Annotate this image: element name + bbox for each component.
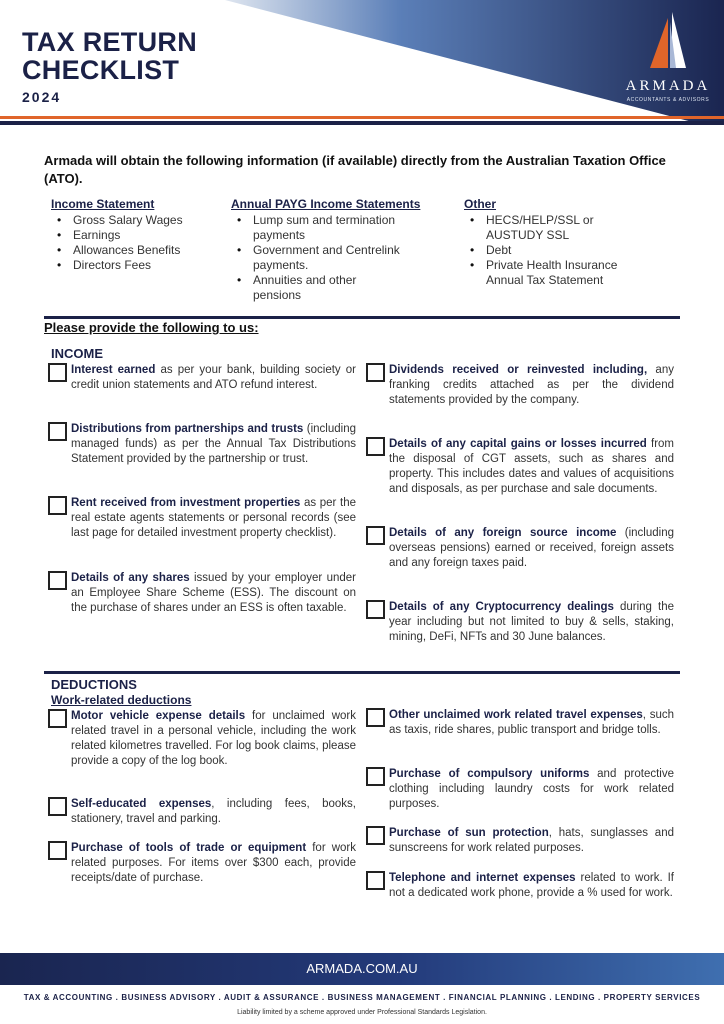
checkbox[interactable]: [366, 871, 385, 890]
page-title: [22, 28, 197, 84]
payg-column: [231, 197, 461, 303]
provide-heading: Please provide the following to us:: [44, 320, 259, 335]
liability-notice: Liability limited by a scheme approved under Professional Standards Legislation.: [237, 1009, 487, 1016]
armada-logo: [620, 12, 716, 102]
year-label: 2024: [22, 89, 62, 105]
ato-intro: Armada will obtain the following information (if available) directly from the Australian Taxation Office (ATO).: [44, 153, 666, 186]
checkbox[interactable]: [48, 422, 67, 441]
services-list: TAX & ACCOUNTING . BUSINESS ADVISORY . AUDIT & ASSURANCE . BUSINESS MANAGEMENT . FINANCIAL PLANNING . LENDING . PROPERTY SERVICES: [23, 993, 701, 1002]
divider: [44, 316, 680, 319]
checkbox[interactable]: [48, 841, 67, 860]
logo-tagline: ACCOUNTANTS & ADVISORS: [626, 97, 710, 103]
list-item: • HECS/HELP/SSL or AUSTUDY SSL: [464, 213, 624, 243]
checkbox[interactable]: [48, 363, 67, 382]
list-item: • Earnings: [51, 228, 231, 243]
item-text: Purchase of sun protection, hats, sunglasses and sunscreens for work related purposes.: [389, 827, 674, 854]
list-item: • Gross Salary Wages: [51, 213, 231, 228]
item-text: Details of any Cryptocurrency dealings during the year including but not limited to buy & sells, staking, mining, DeFi, NFTs and 30 June balances.: [389, 601, 674, 643]
title-line-2: CHECKLIST: [22, 55, 180, 85]
item-text: Interest earned as per your bank, building society or credit union statements and ATO refund interest.: [71, 364, 356, 391]
logo-name: ARMADA: [625, 78, 711, 94]
title-line-1: TAX RETURN: [22, 27, 197, 57]
list-item: • Government and Centrelink payments.: [231, 243, 436, 273]
checkbox[interactable]: [48, 797, 67, 816]
item-text: Purchase of tools of trade or equipment for work related purposes. For items over $300 each, provide receipts/date of purchase.: [71, 842, 357, 884]
checkbox[interactable]: [366, 708, 385, 727]
checkbox[interactable]: [48, 496, 67, 515]
list-item: • Private Health Insurance Annual Tax Statement: [464, 258, 644, 288]
checkbox[interactable]: [48, 571, 67, 590]
column-heading: Income Statement: [51, 197, 155, 211]
item-text: Motor vehicle expense details for unclaimed work related travel in a personal vehicle, including the work related kilometres travelled. For log book claims, please provide a copy of the log book.: [71, 710, 356, 767]
checkbox[interactable]: [366, 437, 385, 456]
checkbox[interactable]: [366, 826, 385, 845]
checkbox[interactable]: [366, 363, 385, 382]
checkbox[interactable]: [366, 600, 385, 619]
other-column: [464, 197, 664, 288]
page-header: [0, 0, 724, 135]
item-text: Details of any shares issued by your employer under an Employee Share Scheme (ESS). The discount on the purchase of shares under an ESS is often taxable.: [71, 572, 356, 614]
item-text: Telephone and internet expenses related to work. If not a dedicated work phone, provide a % used for work.: [389, 872, 674, 899]
checkbox[interactable]: [366, 526, 385, 545]
item-text: Other unclaimed work related travel expenses, such as taxis, ride shares, public transport and bridge tolls.: [389, 709, 674, 736]
deductions-heading: DEDUCTIONS: [51, 677, 137, 692]
item-text: Purchase of compulsory uniforms and protective clothing including laundry costs for work related purposes.: [389, 768, 674, 810]
column-heading: Other: [464, 197, 497, 211]
item-text: Distributions from partnerships and trusts (including managed funds) as per the Annual Tax Distributions Statement provided by the partnership or trust.: [71, 423, 356, 465]
item-text: Dividends received or reinvested including, any franking credits attached as per the dividend statements provided by the company.: [389, 364, 674, 406]
sail-logo-icon: [646, 12, 690, 74]
list-item: • Allowances Benefits: [51, 243, 231, 258]
income-heading: INCOME: [51, 346, 103, 361]
income-statement-column: [51, 197, 231, 273]
item-text: Details of any foreign source income (including overseas pensions) earned or received, foreign assets and any foreign taxes paid.: [389, 527, 674, 569]
item-text: Details of any capital gains or losses incurred from the disposal of CGT assets, such as shares and property. This includes dates and values of acquisitions and disposals, as per purchase and sale documents.: [389, 438, 674, 495]
list-item: • Lump sum and termination payments: [231, 213, 436, 243]
list-item: • Directors Fees: [51, 258, 231, 273]
work-related-subheading: Work-related deductions: [51, 693, 192, 707]
column-heading: Annual PAYG Income Statements: [231, 197, 421, 211]
checkbox[interactable]: [366, 767, 385, 786]
divider: [44, 671, 680, 674]
website-link[interactable]: ARMADA.COM.AU: [306, 961, 418, 976]
checkbox[interactable]: [48, 709, 67, 728]
list-item: • Debt: [464, 243, 644, 258]
list-item: • Annuities and other pensions: [231, 273, 401, 303]
item-text: Rent received from investment properties as per the real estate agents statements or personal records (see last page for detailed investment property checklist).: [71, 497, 356, 539]
item-text: Self-educated expenses, including fees, books, stationery, travel and parking.: [71, 798, 356, 825]
